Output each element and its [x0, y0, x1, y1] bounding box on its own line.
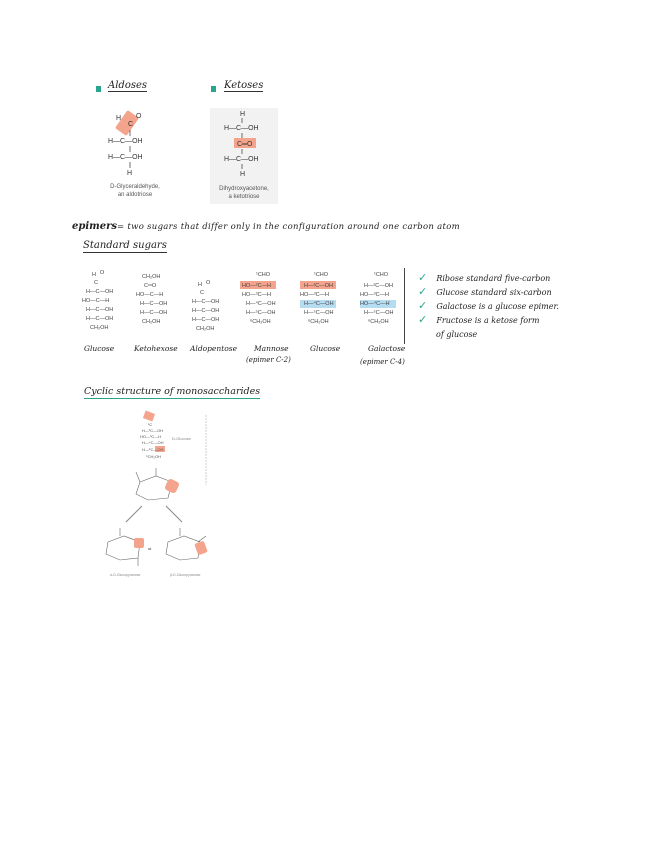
svg-text:H—C—OH: H—C—OH [86, 307, 114, 313]
svg-text:H—⁵C—OH: H—⁵C—OH [364, 310, 394, 316]
check-icon: ✓ [418, 313, 428, 326]
aldopentose-structure [192, 280, 219, 332]
svg-text:HO—³C—H: HO—³C—H [242, 292, 272, 298]
glyceraldehyde-structure [100, 108, 170, 178]
label-glucose: Glucose [84, 344, 115, 353]
heading-cyclic-structure: Cyclic structure of monosaccharides [84, 386, 261, 397]
svg-text:D-Glucose: D-Glucose [172, 436, 191, 441]
note-item [418, 266, 559, 284]
glucose-structure [82, 270, 113, 331]
label-aldopentose: Aldopentose [190, 344, 238, 353]
label-ketohexose: Ketohexose [134, 344, 178, 353]
svg-text:CH₂OH: CH₂OH [142, 274, 161, 280]
svg-text:C: C [200, 290, 204, 296]
svg-text:¹CHO: ¹CHO [256, 272, 271, 278]
svg-text:⁶CH₂OH: ⁶CH₂OH [308, 319, 329, 325]
svg-text:H—⁵C—OH: H—⁵C—OH [304, 310, 334, 316]
notes-list [418, 266, 559, 339]
label-mannose-epimer: (epimer C-2) [246, 356, 291, 364]
heading-aldoses: Aldoses [108, 80, 148, 91]
bullet-aldoses [96, 86, 101, 92]
svg-text:O: O [100, 270, 105, 276]
svg-text:O: O [136, 113, 142, 120]
svg-text:CH₂OH: CH₂OH [142, 319, 161, 325]
svg-text:H—C—OH: H—C—OH [192, 299, 220, 305]
svg-text:O: O [206, 280, 211, 286]
label-galactose: Galactose [368, 344, 406, 353]
svg-text:H—C—OH: H—C—OH [192, 308, 220, 314]
cyclic-structure-diagram [98, 410, 216, 580]
heading-standard-sugars: Standard sugars [83, 240, 167, 251]
svg-text:HO—³C—H: HO—³C—H [360, 292, 390, 298]
svg-text:HO—³C—H: HO—³C—H [300, 292, 330, 298]
dihydroxyacetone-caption-2: a ketotriose [228, 193, 260, 200]
svg-text:H—⁴C—OH: H—⁴C—OH [142, 440, 164, 445]
dihydroxyacetone-caption-1: Dihydroxyacetone, [219, 186, 269, 192]
label-galactose-epimer: (epimer C-4) [360, 358, 405, 366]
svg-text:H—C—OH: H—C—OH [86, 316, 114, 322]
svg-text:H—⁴C—OH: H—⁴C—OH [246, 301, 276, 307]
svg-text:H—⁵C—OH: H—⁵C—OH [246, 310, 276, 316]
svg-text:H—C—OH: H—C—OH [140, 301, 168, 307]
svg-text:H—C—OH: H—C—OH [192, 317, 220, 323]
svg-text:H—C—OH: H—C—OH [108, 138, 143, 145]
svg-text:H—²C—OH: H—²C—OH [304, 283, 334, 289]
svg-text:C: C [94, 280, 98, 286]
svg-text:HO—²C—H: HO—²C—H [242, 283, 272, 289]
svg-text:H: H [240, 171, 246, 178]
note-item [418, 308, 559, 326]
svg-text:H—C—OH: H—C—OH [224, 156, 259, 163]
svg-text:H—⁴C—OH: H—⁴C—OH [304, 301, 334, 307]
cyclic-structure-figure [98, 410, 216, 580]
check-icon: ✓ [418, 299, 428, 312]
svg-text:C═O: C═O [144, 283, 157, 289]
svg-text:HO—³C—H: HO—³C—H [140, 434, 162, 439]
svg-text:HO—C—H: HO—C—H [136, 292, 164, 298]
svg-text:H: H [116, 115, 122, 122]
svg-text:H: H [92, 272, 96, 278]
standard-sugars-structures [80, 268, 410, 340]
svg-text:H—²C—OH: H—²C—OH [142, 428, 164, 433]
note-text: Fructose is a ketose form [436, 316, 540, 325]
svg-text:⁶CH₂OH: ⁶CH₂OH [250, 319, 271, 325]
svg-text:H—C—OH: H—C—OH [86, 289, 114, 295]
glyceraldehyde-caption-1: D-Glyceraldehyde, [110, 184, 160, 190]
svg-text:H—⁵C—OH: H—⁵C—OH [142, 447, 164, 452]
galactose-structure [360, 272, 396, 325]
svg-text:H: H [198, 282, 202, 288]
svg-text:CH₂OH: CH₂OH [196, 326, 215, 332]
svg-text:⁶CH₂OH: ⁶CH₂OH [368, 319, 389, 325]
ketohexose-structure [136, 274, 167, 325]
check-icon: ✓ [418, 285, 428, 298]
epimers-line [72, 214, 460, 233]
heading-ketoses: Ketoses [224, 80, 264, 91]
svg-text:H—²C—OH: H—²C—OH [364, 283, 394, 289]
note-text: of glucose [436, 330, 478, 339]
dihydroxyacetone-figure [210, 108, 278, 204]
epimers-term: epimers [72, 221, 117, 232]
note-item [418, 294, 559, 312]
note-text: Galactose is a glucose epimer. [436, 302, 559, 311]
glucose-epimer-structure [300, 272, 336, 325]
notes-divider [404, 268, 405, 344]
svg-text:H—C—OH: H—C—OH [140, 310, 168, 316]
svg-text:¹CHO: ¹CHO [314, 272, 329, 278]
note-text: Ribose standard five-carbon [436, 274, 551, 283]
svg-text:HO—C—H: HO—C—H [82, 298, 110, 304]
glyceraldehyde-caption-2: an aldotriose [117, 191, 153, 198]
svg-text:⁶CH₂OH: ⁶CH₂OH [146, 454, 161, 459]
dihydroxyacetone-structure [210, 108, 278, 180]
note-text: Glucose standard six-carbon [436, 288, 552, 297]
epimers-definition: = two sugars that differ only in the configuration around one carbon atom [117, 222, 461, 232]
svg-text:α-D-Glucopyranose: α-D-Glucopyranose [110, 573, 141, 577]
svg-text:H: H [127, 170, 133, 177]
svg-text:HO—⁴C—H: HO—⁴C—H [360, 301, 390, 307]
svg-text:C═O: C═O [237, 141, 253, 148]
check-icon: ✓ [418, 271, 428, 284]
svg-text:C: C [128, 121, 134, 128]
svg-text:H—C—OH: H—C—OH [108, 154, 143, 161]
svg-text:H: H [240, 111, 246, 118]
bullet-ketoses [211, 86, 216, 92]
label-glucose-2: Glucose [310, 344, 341, 353]
svg-text:β-D-Glucopyranose: β-D-Glucopyranose [170, 573, 201, 577]
svg-text:H—C—OH: H—C—OH [224, 125, 259, 132]
mannose-structure [240, 272, 276, 325]
svg-text:¹CHO: ¹CHO [374, 272, 389, 278]
note-item [418, 280, 559, 298]
svg-text:¹C: ¹C [148, 422, 153, 427]
svg-text:CH₂OH: CH₂OH [90, 325, 109, 331]
label-mannose: Mannose [254, 344, 289, 353]
glyceraldehyde-figure [100, 108, 170, 203]
svg-text:⇌: ⇌ [148, 546, 152, 551]
